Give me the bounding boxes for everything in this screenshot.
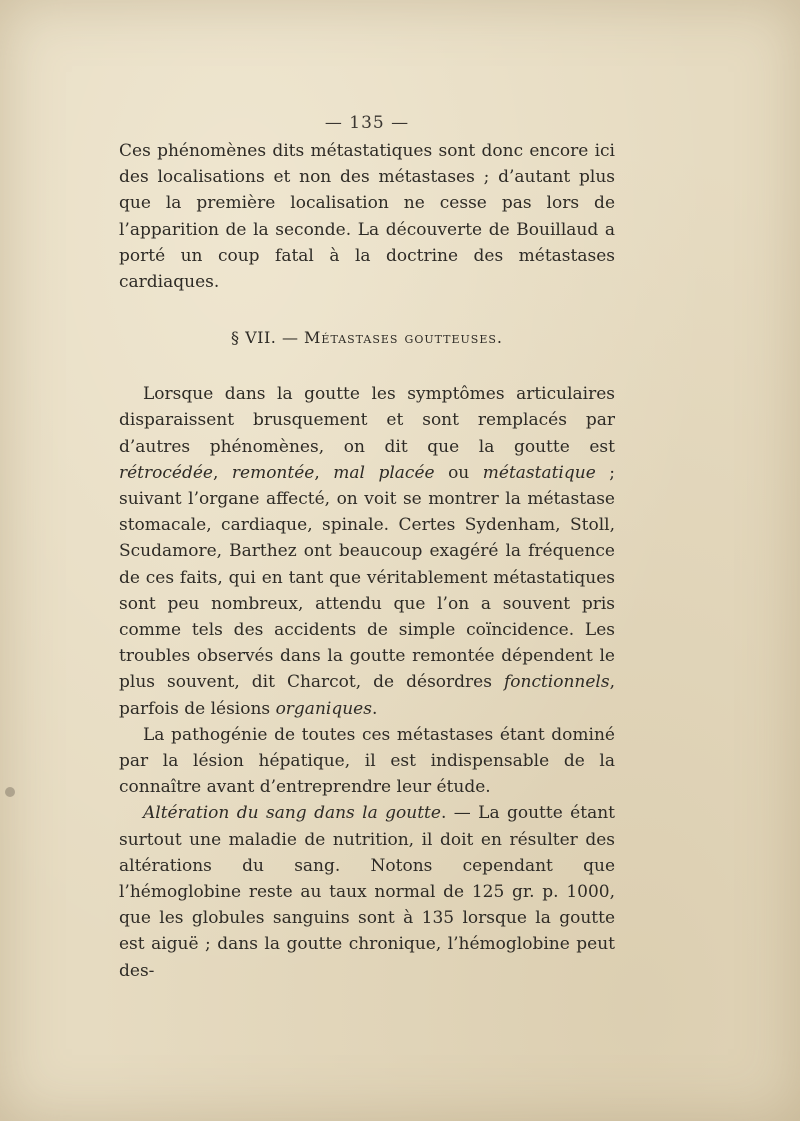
ink-smudge: [5, 787, 15, 797]
text-run: ou: [434, 462, 483, 483]
paragraph-2: [119, 381, 615, 722]
italic-term: organiques: [275, 698, 372, 719]
section-title: Métastases goutteuses.: [304, 328, 503, 348]
italic-term: fonctionnels: [503, 672, 610, 693]
text-run: . — La goutte étant surtout une maladie de nutrition, il doit en résulter des altérations du sang. Notons cependant que l’hémoglobine reste au taux normal de 125 gr. p. 1000, que les globules sanguins sont à 135 lorsque la goutte est aiguë ; dans la goutte chronique, l’hémoglobine peut des-: [119, 803, 615, 981]
text-run: ,: [212, 462, 232, 483]
text-run: ; suivant l’organe affecté, on voit se montrer la métastase stomacale, cardiaque, spinale. Certes Sydenham, Stoll, Scudamore, Barthez ont beaucoup exagéré la fréquence de ces faits, qui en tant que véritablement métastatiques sont peu nombreux, attendu que l’on a souvent pris comme tels des accidents de simple coïncidence. Les troubles observés dans la goutte remontée dépendent le plus souvent, dit Charcot, de désordres: [119, 462, 615, 693]
italic-term: mal placée: [333, 462, 435, 483]
paragraph-4: [119, 800, 615, 983]
italic-term: métastatique: [482, 462, 596, 483]
text-run: , parfois de lésions: [119, 672, 615, 719]
page-number: — 135 —: [324, 113, 410, 133]
text-run: .: [371, 698, 378, 719]
section-number: § VII. —: [231, 328, 299, 348]
text-run: ,: [314, 462, 334, 483]
text-run: Lorsque dans la goutte les symptômes articulaires disparaissent brusquement et sont remplacés par d’autres phénomènes, on dit que la goutte est: [119, 384, 615, 457]
italic-term: rétrocédée: [119, 462, 213, 483]
italic-term: remontée: [231, 462, 315, 483]
section-heading: [119, 295, 615, 381]
paragraph-3: La pathogénie de toutes ces métastases étant dominé par la lésion hépatique, il est indispensable de la connaître avant d’entreprendre leur étude.: [119, 724, 615, 798]
italic-subheading: Altération du sang dans la goutte: [143, 803, 441, 824]
page-text: [119, 108, 615, 984]
paragraph-1: Ces phénomènes dits métastatiques sont donc encore ici des localisations et non des métastases ; d’autant plus que la première localisation ne cesse pas lors de l’apparition de la seconde. La découverte de Bouillaud a porté un coup fatal à la doctrine des métastases cardiaques.: [119, 141, 615, 293]
